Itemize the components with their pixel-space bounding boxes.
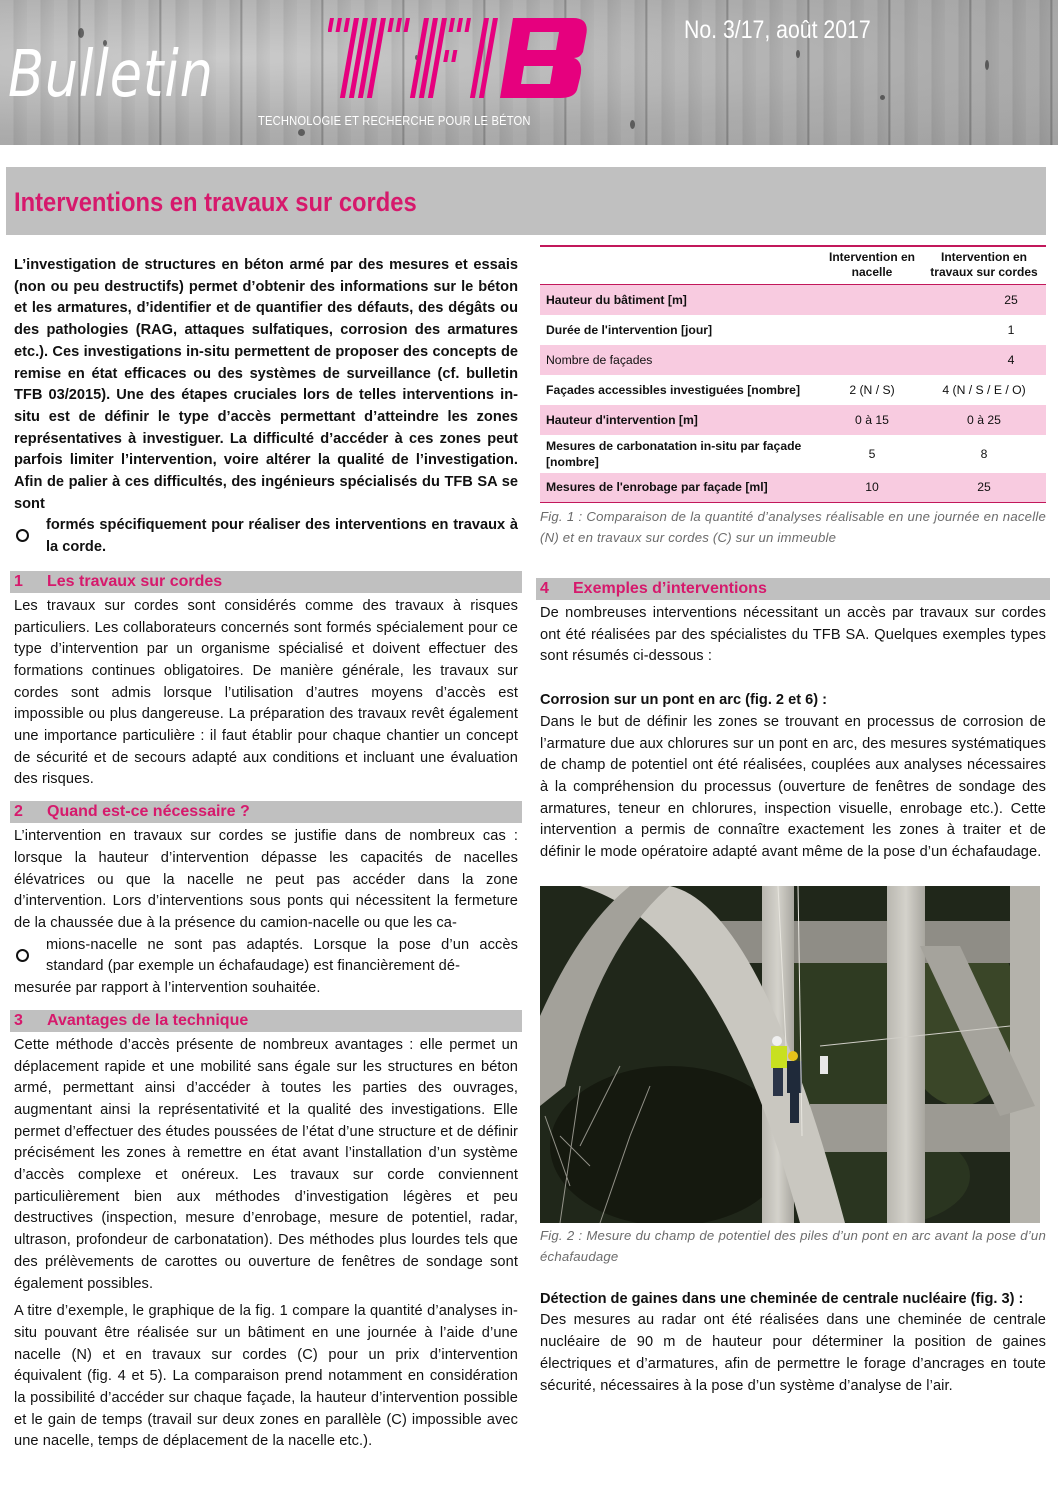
row-value-nacelle: 10 (822, 473, 922, 503)
example-2-heading: Détection de gaines dans une cheminée de centrale nucléaire (fig. 3) : (540, 1290, 1024, 1307)
row-value-cordes: 4 (N / S / E / O) (942, 382, 1026, 397)
section-heading-4 (536, 578, 1050, 600)
section-3-paragraph-2: A titre d’exemple, le graphique de la fig. 1 compare la quantité d’analyses in-situ pouvant être réalisée sur un bâtiment en une journée à l’aide d’une nacelle (N) et en travaux sur cordes (C) pour un prix d’intervention équivalent (fig. 4 et 5). La comparaison prend notamment en considération la possibilité d’accéder sur chaque façade, la hauteur d’intervention possible et le gain de temps (travail sur deux zones en parallèle (C) impossible avec une nacelle, temps de déplacement de la nacelle etc.). (14, 1303, 518, 1450)
figure-2-photo (540, 886, 1040, 1223)
table-header-empty (540, 247, 822, 285)
table-header-row (540, 247, 1046, 285)
texture-speck (298, 129, 305, 136)
row-shared-value: 25 (822, 285, 1046, 315)
table-row (540, 375, 1046, 405)
article-title-bar (6, 167, 1046, 235)
row-shared-value: 4 (822, 345, 1046, 375)
row-value-nacelle: 0 à 15 (822, 405, 922, 435)
row-value-cordes: 25 (922, 473, 1046, 503)
table-row (540, 405, 1046, 435)
logo-subtitle: TECHNOLOGIE ET RECHERCHE POUR LE BÉTON (258, 113, 531, 128)
section-1-paragraph: Les travaux sur cordes sont considérés comme des travaux à risques particuliers. Les collaborateurs concernés sont formés spécialement pour ce type d’intervention par un organisme spécialisé et doivent effectuer des formations continues obligatoires. De manière générale, les travaux sur cordes sont admis lorsque l’utilisation d’autres moyens d’accès est impossible ou plus dangereuse. La préparation des travaux revêt également une importance particulière : il faut établir pour chaque chantier un concept de sécurité et de secours adapté aux conditions et incluant une évaluation des risques. (14, 597, 518, 788)
row-shared-value: 1 (1007, 322, 1015, 337)
texture-speck (880, 95, 885, 100)
section-number: 3 (14, 1011, 23, 1029)
table-header-cordes: Intervention en travaux sur cordes (930, 250, 1038, 279)
table-row (540, 285, 1046, 315)
row-label: Façades accessibles investiguées [nombre] (546, 382, 801, 397)
section-number: 4 (540, 580, 549, 597)
table-row (540, 435, 1046, 473)
table-header-nacelle: Intervention en nacelle (828, 250, 915, 279)
section-title: Exemples d’interventions (573, 580, 767, 597)
figure-1-caption: Fig. 1 : Comparaison de la quantité d’analyses réalisable en une journée en nacelle (N) et en travaux sur cordes (C) sur un immeuble (540, 509, 1046, 545)
section-2-paragraph-indented: mions-nacelle ne sont pas adaptés. Lorsque la pose d’un accès standard (par exemple un échafaudage) est financièrement dé- (46, 936, 518, 975)
example-1-heading: Corrosion sur un pont en arc (fig. 2 et 6) : (540, 692, 828, 709)
row-label: Hauteur du bâtiment [m] (540, 285, 822, 315)
bulletin-title: Bulletin (8, 38, 214, 112)
row-value-cordes: 8 (980, 446, 988, 461)
section-heading-1 (10, 571, 522, 593)
section-title: Quand est-ce nécessaire ? (47, 803, 250, 821)
texture-speck (796, 50, 800, 58)
issue-number: No. 3/17, août 2017 (684, 16, 871, 44)
table-row (540, 345, 1046, 375)
texture-speck (78, 28, 84, 38)
section-4-paragraph: De nombreuses interventions nécessitant un accès par travaux sur cordes ont été réalisées par des spécialistes du TFB SA. Quelques exemples types sont résumés ci-dessous : (540, 605, 1046, 665)
section-number: 2 (14, 803, 23, 821)
row-label: Nombre de façades (540, 345, 822, 375)
section-3-paragraph: Cette méthode d’accès présente de nombreux avantages : elle permet un déplacement rapide et une mobilité sans égale sur les structures en béton armé, permettant ainsi d’accéder à toutes les parties des ouvrages, augmentant ainsi la représentativité et la qualité des investigations. Elle permet d’effectuer des études poussées de l’état d’une structure et de définir précisément les zones à remettre en état avant l’installation d’un système d’accès complexe et onéreux. Les travaux sur corde conviennent particulièrement bien aux méthodes d’investigation légères et peu destructives (inspection, mesure d’enrobage, mesure de potentiel, radar, ultrason, profondeur de carbonatation). Des méthodes plus lourdes tels que des prélèvements de carottes ou ouverture de fenêtres de sondage sont également possibles. (14, 1036, 518, 1292)
row-label: Mesures de carbonatation in-situ par façade [nombre] (546, 438, 802, 469)
row-value-cordes: 0 à 25 (922, 405, 1046, 435)
section-2-paragraph-end: mesurée par rapport à l’intervention souhaitée. (14, 980, 321, 997)
left-column (14, 255, 518, 1453)
row-value-nacelle: 2 (N / S) (849, 382, 895, 397)
row-label: Durée de l'intervention [jour] (546, 322, 713, 337)
row-label: Hauteur d'intervention [m] (540, 405, 822, 435)
comparison-table (540, 245, 1046, 503)
tfb-logo-icon (328, 18, 590, 98)
intro-paragraph-tail: formés spécifiquement pour réaliser des interventions en travaux à la corde. (46, 517, 518, 556)
section-heading-3 (10, 1010, 522, 1032)
table-row (540, 315, 1046, 345)
example-1-text: Dans le but de définir les zones se trouvant en processus de corrosion de l’armature due aux chlorures sur un pont en arc, des mesures systématiques de champ de potentiel ont été réalisées, couplées aux analyses nécessaires à la compréhension du processus (ouverture de fenêtres de sondage des armatures, teneur en chlorures, inspection visuelle, enrobage etc.). Cette intervention a permis de connaître exactement les zones à traiter et de définir le mode opératoire adapté avant même de la pose d’un échafaudage. (540, 713, 1046, 861)
section-number: 1 (14, 572, 23, 590)
circle-marker-icon (16, 949, 29, 962)
section-title: Avantages de la technique (47, 1011, 249, 1029)
right-column (540, 245, 1046, 1397)
article-title: Interventions en travaux sur cordes (14, 187, 417, 217)
section-title: Les travaux sur cordes (47, 572, 223, 590)
figure-2-caption: Fig. 2 : Mesure du champ de potentiel des piles d’un pont en arc avant la pose d’un échafaudage (540, 1227, 1046, 1264)
texture-speck (630, 120, 635, 129)
row-value-nacelle: 5 (868, 446, 876, 461)
intro-paragraph: L’investigation de structures en béton armé par des mesures et essais (non ou peu destructifs) permet d’obtenir des informations sur le béton et les armatures, d’identifier et de quantifier des défauts, des dégâts ou des pathologies (RAG, attaques sulfatiques, corrosion des armatures etc.). Ces investigations in-situ permettent de proposer des concepts de remise en état efficaces ou des systèmes de surveillance (cf. bulletin TFB 03/2015). Une des étapes cruciales lors de telles interventions in-situ est de définir le type d’accès permettant d’atteindre les zones représentatives à investiguer. La difficulté d’accéder à ces zones peut parfois limiter l’intervention, voire altérer la qualité de l’investigation. Afin de palier à ces difficultés, des ingénieurs spécialisés du TFB SA se sont (14, 257, 518, 512)
table-row (540, 473, 1046, 503)
example-2-text: Des mesures au radar ont été réalisées dans une cheminée de centrale nucléaire de 90 m de hauteur pour déterminer la position de gaines électriques et d’armatures, afin de permettre le forage d’ancrages en toute sécurité, nécessaires à la pose d’un système d’analyse de l’air. (540, 1312, 1046, 1394)
bridge-photo-illustration (540, 886, 1040, 1223)
texture-speck (985, 60, 989, 70)
section-2-paragraph: L’intervention en travaux sur cordes se justifie dans de nombreux cas : lorsque la hauteur d’intervention dépasse les capacités de nacelles élévatrices ou que la nacelle ne peut pas accéder dans la zone d’intervention. Lors d’interventions sous ponts qui nécessitent la fermeture de la chaussée due à la présence du camion-nacelle ou que les ca- (14, 828, 518, 931)
row-label: Mesures de l'enrobage par façade [ml] (540, 473, 822, 503)
header-banner (0, 0, 1058, 145)
section-heading-2 (10, 801, 522, 823)
